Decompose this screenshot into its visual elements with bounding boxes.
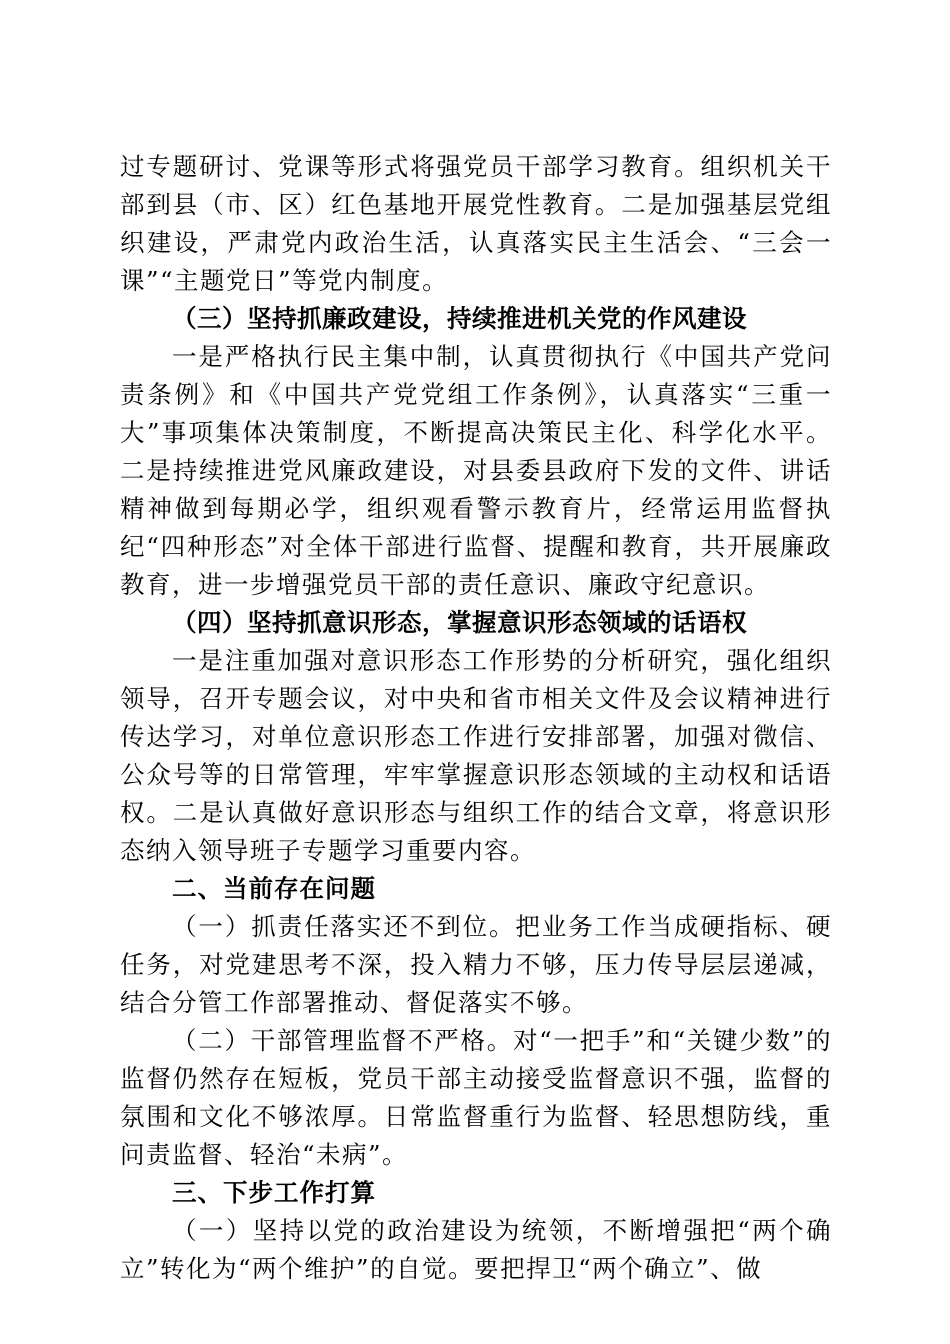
section-heading-next-steps: 三、下步工作打算 (172, 1178, 376, 1207)
subheading-ideology: （四）坚持抓意识形态，掌握意识形态领域的话语权 (172, 608, 747, 637)
paragraph-party-education-continued: 过专题研讨、党课等形式将强党员干部学习教育。组织机关干部到县（市、区）红色基地开展党性教育。二是加强基层党组织建设，严肃党内政治生活，认真落实民主生活会、“三会一课”“主题党日”等党内制度。 (120, 152, 832, 295)
paragraph-integrity-building: 一是严格执行民主集中制，认真贯彻执行《中国共产党问责条例》和《中国共产党党组工作条例》，认真落实“三重一大”事项集体决策制度，不断提高决策民主化、科学化水平。二是持续推进党风廉政建设，对县委县政府下发的文件、讲话精神做到每期必学，组织观看警示教育片，经常运用监督执纪“四种形态”对全体干部进行监督、提醒和教育，共开展廉政教育，进一步增强党员干部的责任意识、廉政守纪意识。 (120, 342, 832, 599)
subheading-integrity-building: （三）坚持抓廉政建设，持续推进机关党的作风建设 (172, 304, 747, 333)
paragraph-next-step-political-building: （一）坚持以党的政治建设为统领，不断增强把“两个确立”转化为“两个维护”的自觉。要把捍卫“两个确立”、做 (120, 1216, 832, 1283)
section-heading-current-problems: 二、当前存在问题 (172, 874, 376, 903)
paragraph-problem-responsibility: （一）抓责任落实还不到位。把业务工作当成硬指标、硬任务，对党建思考不深，投入精力不够，压力传导层层递减，结合分管工作部署推动、督促落实不够。 (120, 912, 832, 1017)
paragraph-ideology: 一是注重加强对意识形态工作形势的分析研究，强化组织领导，召开专题会议，对中央和省市相关文件及会议精神进行传达学习，对单位意识形态工作进行安排部署，加强对微信、公众号等的日常管理，牢牢掌握意识形态领域的主动权和话语权。二是认真做好意识形态与组织工作的结合文章，将意识形态纳入领导班子专题学习重要内容。 (120, 646, 832, 865)
document-body (120, 148, 832, 1288)
paragraph-problem-supervision: （二）干部管理监督不严格。对“一把手”和“关键少数”的监督仍然存在短板，党员干部主动接受监督意识不强，监督的氛围和文化不够浓厚。日常监督重行为监督、轻思想防线，重问责监督、轻治“未病”。 (120, 1026, 832, 1169)
